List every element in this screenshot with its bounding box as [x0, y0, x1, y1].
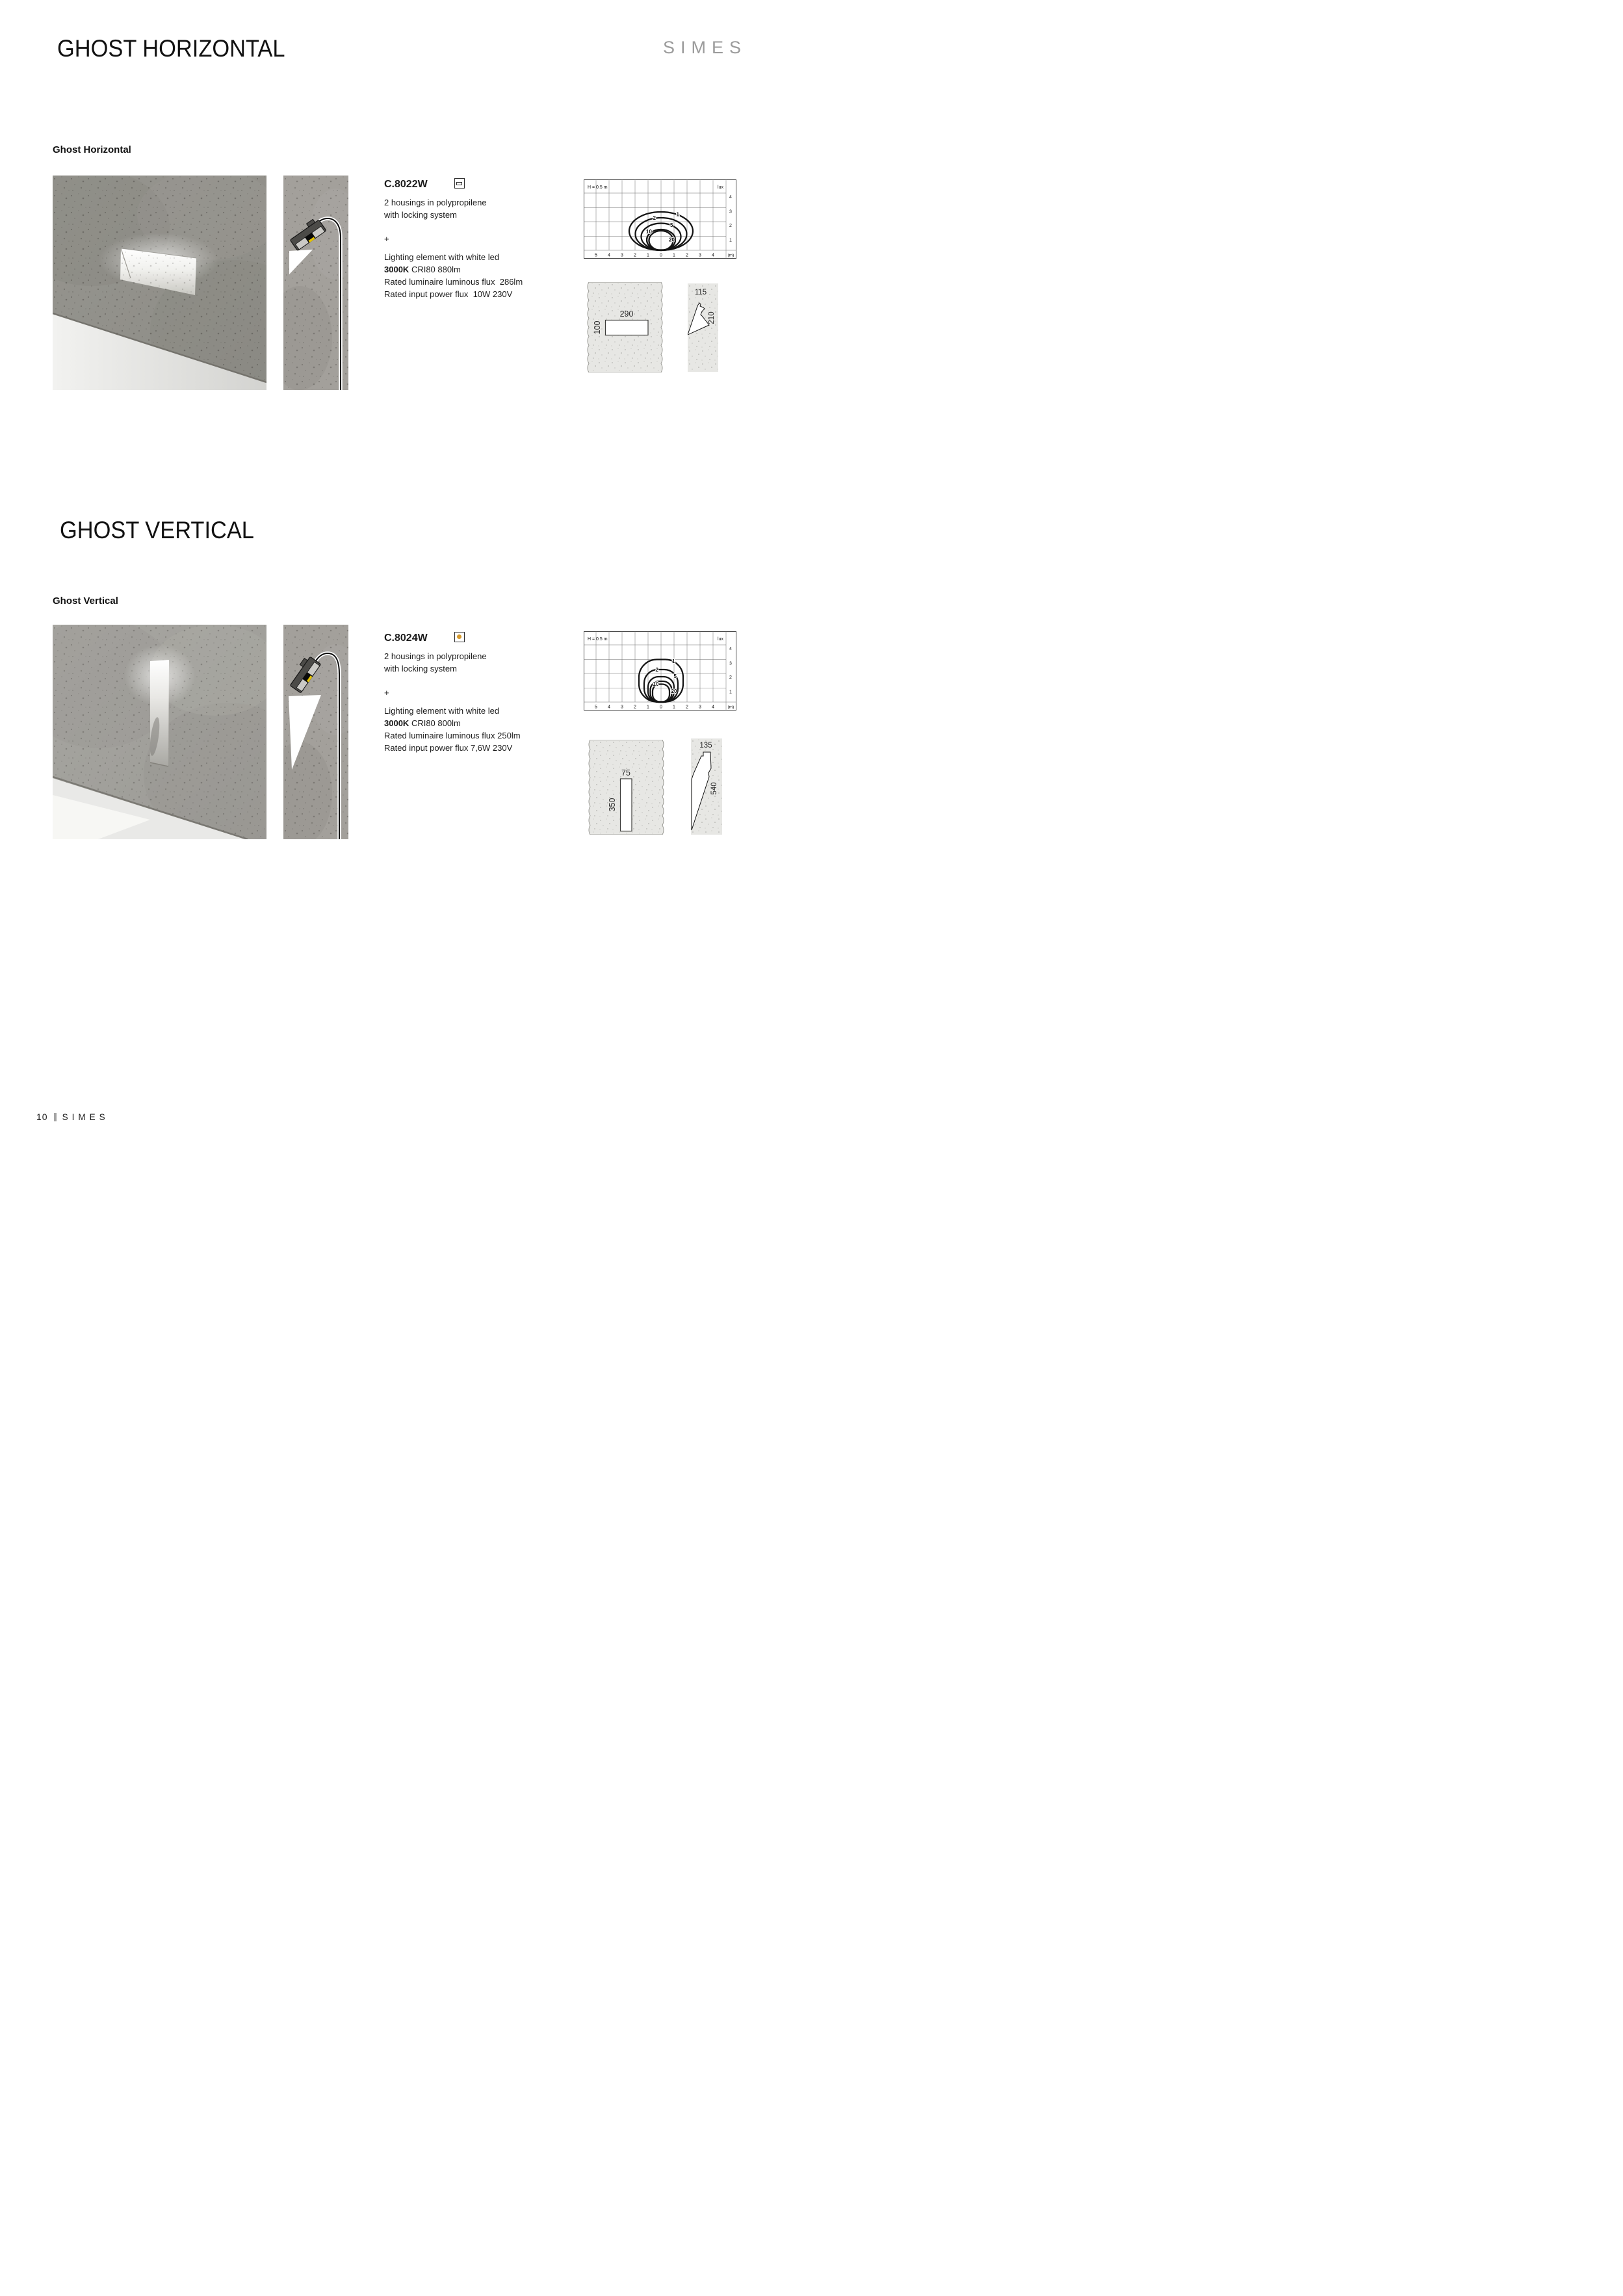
svg-text:3: 3 — [729, 661, 732, 666]
catalog-page — [0, 0, 812, 1148]
svg-text:2: 2 — [729, 224, 732, 228]
dim-width: 290 — [619, 309, 634, 319]
dim-side-top: 135 — [699, 742, 712, 750]
page-footer — [36, 1112, 109, 1122]
svg-text:5: 5 — [595, 705, 597, 710]
svg-text:4: 4 — [729, 195, 732, 200]
product-code: C.8024W — [384, 633, 428, 644]
dim-height: 100 — [593, 320, 602, 335]
aperture-shape-icon — [454, 178, 465, 189]
mount-height-label: H = 0.5 m — [588, 185, 608, 190]
svg-text:4: 4 — [608, 253, 610, 258]
color-temp-line: 3000K CRI80 800lm — [384, 718, 461, 728]
svg-text:3: 3 — [699, 705, 701, 710]
product-photo-vertical — [53, 625, 266, 839]
input-power-line: Rated input power flux 10W 230V — [384, 289, 513, 299]
side-dimension-drawing-horizontal — [688, 283, 718, 372]
svg-text:1: 1 — [672, 659, 675, 664]
svg-text:2: 2 — [634, 705, 636, 710]
svg-text:2: 2 — [686, 705, 688, 710]
svg-text:3: 3 — [621, 253, 623, 258]
product-photo-horizontal — [53, 176, 266, 390]
svg-text:3: 3 — [621, 705, 623, 710]
svg-text:1: 1 — [673, 705, 675, 710]
svg-text:10: 10 — [646, 229, 652, 235]
side-dimension-drawing-vertical — [691, 738, 722, 835]
horizontal-slot-glyph — [456, 182, 462, 186]
mount-height-label: H = 0.5 m — [588, 637, 608, 642]
install-cutaway-horizontal — [283, 176, 348, 390]
brand-logo: SIMES — [662, 38, 747, 57]
description-line: 2 housings in polypropilene — [384, 198, 487, 207]
dim-side-length: 540 — [710, 782, 718, 795]
plus-separator: + — [384, 688, 389, 698]
light-source-line: Lighting element with white led — [384, 252, 500, 262]
svg-text:4: 4 — [729, 647, 732, 651]
svg-text:2: 2 — [655, 667, 658, 673]
spec-block-vertical — [384, 632, 586, 755]
install-cutaway-vertical — [283, 625, 348, 839]
svg-text:1: 1 — [729, 238, 732, 243]
svg-text:1: 1 — [729, 690, 732, 695]
aperture-shape-icon — [454, 632, 465, 642]
front-dimension-drawing-vertical — [586, 740, 667, 835]
svg-text:1: 1 — [647, 705, 649, 710]
svg-text:20: 20 — [671, 688, 677, 694]
spec-block-horizontal — [384, 178, 586, 302]
svg-text:1: 1 — [673, 253, 675, 258]
svg-text:2: 2 — [729, 675, 732, 680]
svg-text:0: 0 — [660, 253, 662, 258]
unit-label: lux — [718, 637, 723, 642]
svg-text:5: 5 — [670, 222, 673, 228]
axis-unit-label: (m) — [727, 705, 734, 710]
product-family-label-vertical: Ghost Vertical — [53, 595, 118, 607]
svg-text:0: 0 — [660, 705, 662, 710]
round-aperture-glyph — [457, 634, 461, 639]
dim-side-top: 115 — [694, 289, 707, 296]
axis-unit-label: (m) — [727, 253, 734, 258]
light-source-line: Lighting element with white led — [384, 706, 500, 716]
svg-text:5: 5 — [595, 253, 597, 258]
footer-brand: SIMES — [62, 1112, 109, 1122]
svg-text:5: 5 — [673, 673, 677, 679]
section-title-horizontal: GHOST HORIZONTAL — [57, 35, 285, 62]
svg-text:20: 20 — [669, 237, 675, 243]
section-title-vertical: GHOST VERTICAL — [60, 517, 254, 543]
isolux-diagram-horizontal — [584, 179, 736, 259]
isolux-diagram-vertical — [584, 631, 736, 711]
svg-text:4: 4 — [712, 705, 714, 710]
footer-divider-bar — [54, 1113, 57, 1121]
product-code: C.8022W — [384, 179, 428, 190]
description-line: 2 housings in polypropilene — [384, 651, 487, 661]
dim-side-length: 210 — [708, 311, 716, 324]
dim-width: 75 — [621, 768, 630, 777]
svg-text:3: 3 — [699, 253, 701, 258]
front-dimension-drawing-horizontal — [584, 282, 666, 372]
svg-text:1: 1 — [676, 211, 679, 218]
luminous-flux-line: Rated luminaire luminous flux 286lm — [384, 277, 523, 287]
svg-text:1: 1 — [647, 253, 649, 258]
dim-height: 350 — [608, 798, 617, 812]
svg-text:2: 2 — [653, 215, 656, 221]
svg-text:4: 4 — [712, 253, 714, 258]
svg-text:3: 3 — [729, 209, 732, 215]
description-line: with locking system — [384, 210, 457, 220]
color-temp-line: 3000K CRI80 880lm — [384, 265, 461, 274]
svg-text:2: 2 — [686, 253, 688, 258]
plus-separator: + — [384, 234, 389, 244]
page-number: 10 — [36, 1112, 48, 1122]
recess-opening — [606, 320, 649, 335]
luminous-flux-line: Rated luminaire luminous flux 250lm — [384, 731, 521, 740]
input-power-line: Rated input power flux 7,6W 230V — [384, 743, 513, 753]
svg-text:4: 4 — [608, 705, 610, 710]
product-family-label-horizontal: Ghost Horizontal — [53, 144, 131, 155]
recess-opening — [621, 779, 632, 831]
description-line: with locking system — [384, 664, 457, 673]
svg-text:10: 10 — [653, 681, 659, 687]
unit-label: lux — [718, 185, 723, 190]
svg-text:2: 2 — [634, 253, 636, 258]
